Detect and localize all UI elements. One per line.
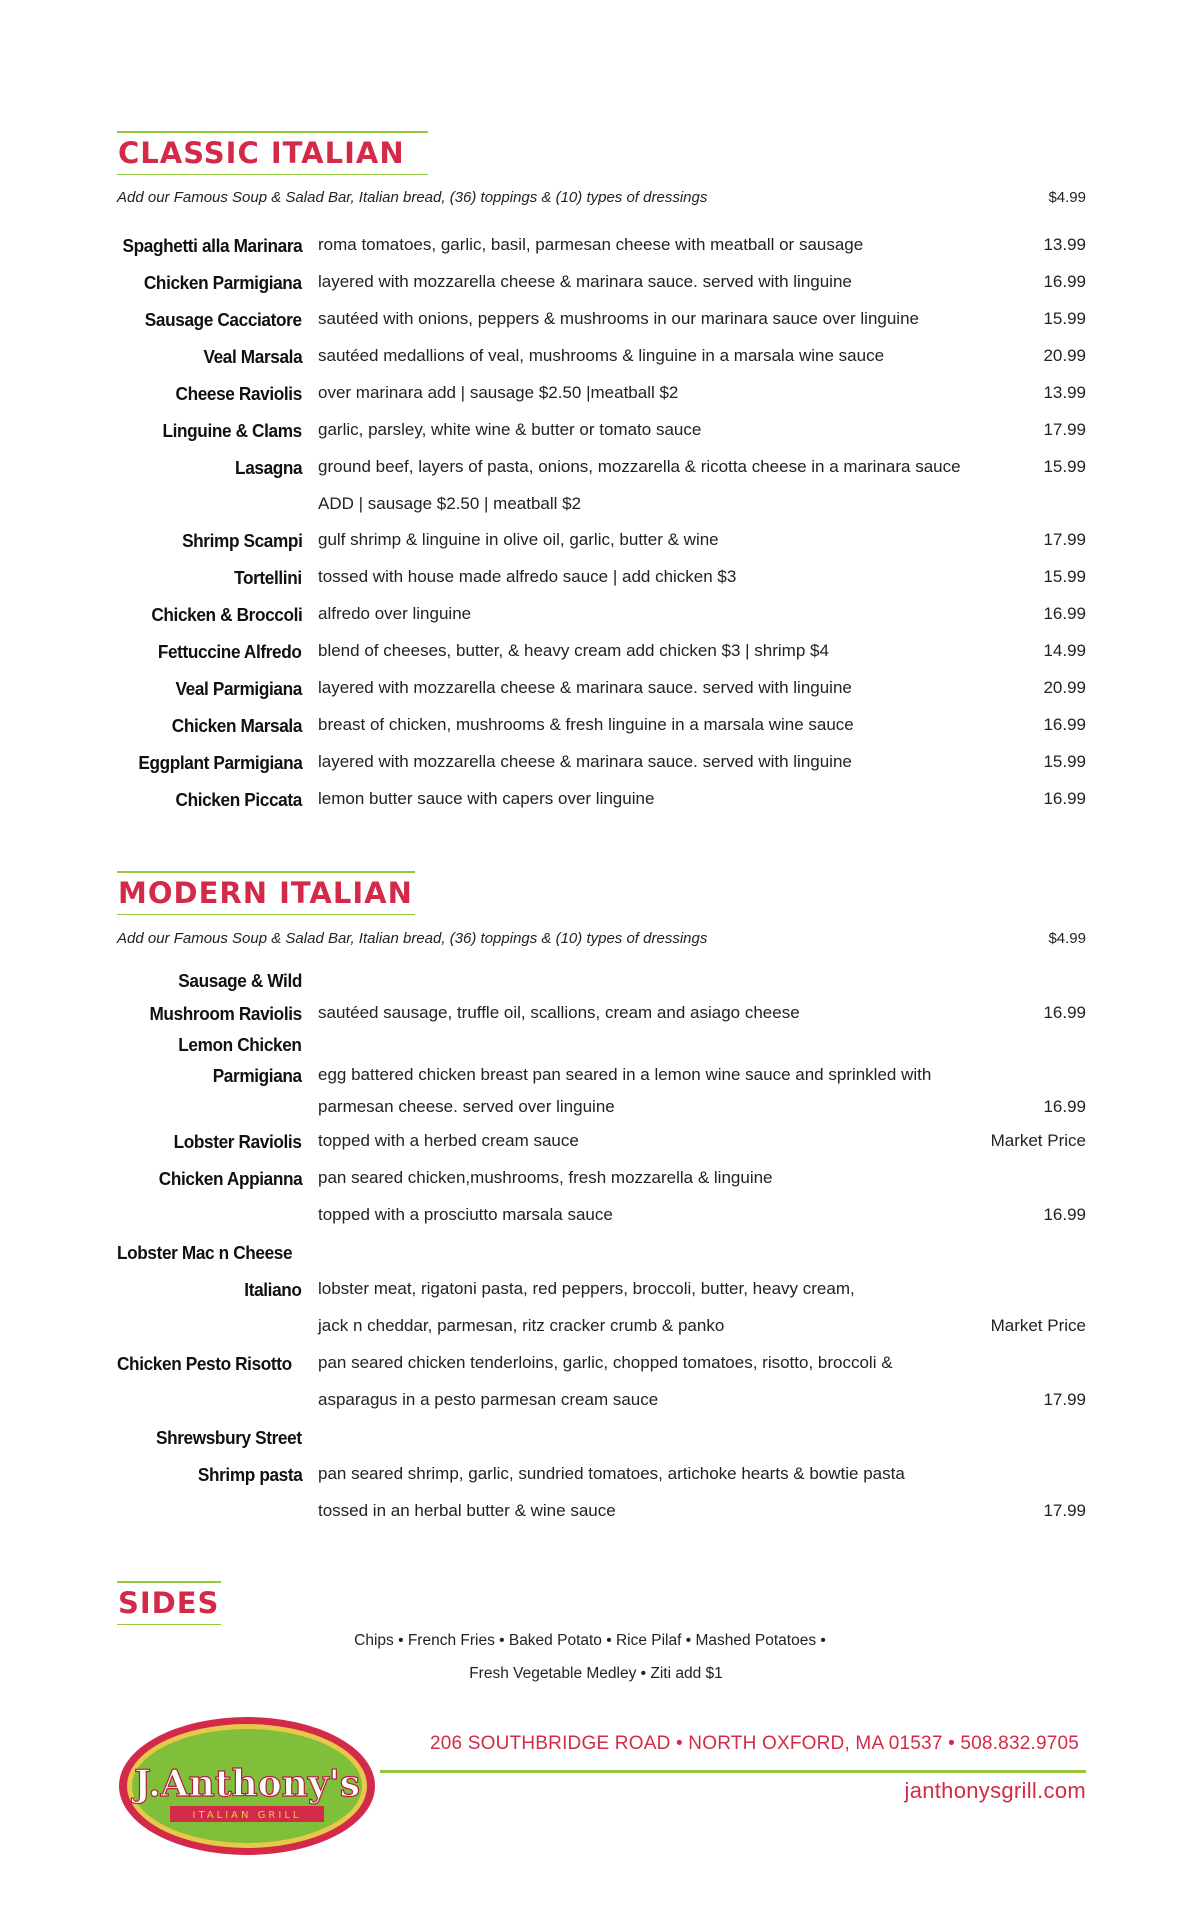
logo-tagline: ITALIAN GRILL [192, 1810, 302, 1821]
item-name: Mushroom Raviolis [149, 1003, 302, 1024]
item-description: pan seared shrimp, garlic, sundried tomatoes, artichoke hearts & bowtie pasta [318, 1464, 905, 1483]
item-name: Tortellini [234, 567, 302, 588]
item-description: alfredo over linguine [318, 604, 472, 623]
item-description: sautéed medallions of veal, mushrooms & linguine in a marsala wine sauce [318, 346, 885, 365]
menu-item [0, 235, 1192, 265]
item-name: Veal Parmigiana [175, 678, 302, 699]
item-price: 15.99 [1043, 752, 1086, 771]
menu-item [0, 678, 1192, 708]
sides-list-line-2: Fresh Vegetable Medley • Ziti add $1 [469, 1665, 723, 1682]
item-description: gulf shrimp & linguine in olive oil, garlic, butter & wine [318, 530, 719, 549]
item-name: Lobster Mac n Cheese [117, 1242, 293, 1263]
item-name: Chicken Parmigiana [144, 272, 302, 293]
item-description: breast of chicken, mushrooms & fresh linguine in a marsala wine sauce [318, 715, 854, 734]
item-name: Eggplant Parmigiana [137, 752, 302, 773]
item-price: Market Price [990, 1131, 1086, 1150]
classic-section-header [117, 131, 428, 175]
item-description: tossed in an herbal butter & wine sauce [318, 1501, 616, 1520]
item-name: Shrimp Scampi [181, 530, 302, 551]
classic-subtitle [117, 189, 1086, 206]
item-price: 16.99 [1043, 1003, 1086, 1022]
item-name: Lemon Chicken [178, 1034, 302, 1055]
sides-section-header [117, 1581, 221, 1625]
menu-item-continuation [0, 1390, 1192, 1420]
item-name: Linguine & Clams [162, 420, 302, 441]
menu-item [0, 272, 1192, 302]
item-description: tossed with house made alfredo sauce | add chicken $3 [318, 567, 737, 586]
sides-section-title: SIDES [118, 1586, 220, 1620]
logo-wordmark: J.Anthony's [133, 1763, 361, 1805]
item-description: parmesan cheese. served over linguine [318, 1097, 615, 1116]
item-name: Veal Marsala [203, 346, 302, 367]
item-price: 17.99 [1043, 1390, 1086, 1409]
item-price: 16.99 [1043, 715, 1086, 734]
item-name: Lobster Raviolis [174, 1131, 302, 1152]
item-name: Shrimp pasta [197, 1464, 302, 1485]
item-description: ADD | sausage $2.50 | meatball $2 [318, 494, 582, 513]
menu-item [0, 1065, 1192, 1095]
item-name: Parmigiana [212, 1065, 302, 1086]
menu-item [0, 1034, 1192, 1064]
modern-subtitle-price: $4.99 [1048, 930, 1086, 947]
footer-divider [380, 1770, 1086, 1773]
menu-item [0, 346, 1192, 376]
menu-item [0, 1242, 1192, 1272]
menu-item [0, 752, 1192, 782]
item-name: Lasagna [234, 457, 302, 478]
item-description: topped with a prosciutto marsala sauce [318, 1205, 613, 1224]
menu-item-continuation [0, 1097, 1192, 1127]
item-name: Chicken & Broccoli [150, 604, 302, 625]
item-description: asparagus in a pesto parmesan cream sauce [318, 1390, 659, 1409]
item-name: Shrewsbury Street [156, 1427, 302, 1448]
menu-item-continuation [0, 1316, 1192, 1346]
item-price: 14.99 [1043, 641, 1086, 660]
item-description: topped with a herbed cream sauce [318, 1131, 579, 1150]
menu-item [0, 457, 1192, 487]
item-name: Chicken Pesto Risotto [117, 1353, 292, 1374]
item-description: layered with mozzarella cheese & marinara sauce. served with linguine [318, 752, 852, 771]
item-description: lobster meat, rigatoni pasta, red peppers, broccoli, butter, heavy cream, [318, 1279, 855, 1298]
item-name: Chicken Piccata [175, 789, 302, 810]
item-description: layered with mozzarella cheese & marinara sauce. served with linguine [318, 272, 852, 291]
menu-item-continuation [0, 1205, 1192, 1235]
item-price: 15.99 [1043, 309, 1086, 328]
item-description: ground beef, layers of pasta, onions, mozzarella & ricotta cheese in a marinara sauce [318, 457, 961, 476]
menu-item-continuation [0, 494, 1192, 524]
menu-item-continuation [0, 1501, 1192, 1531]
item-price: 17.99 [1043, 420, 1086, 439]
classic-subtitle-text: Add our Famous Soup & Salad Bar, Italian bread, (36) toppings & (10) types of dressings [117, 189, 708, 206]
modern-subtitle-text: Add our Famous Soup & Salad Bar, Italian bread, (36) toppings & (10) types of dressings [117, 930, 708, 947]
item-price: 17.99 [1043, 530, 1086, 549]
item-name: Sausage Cacciatore [145, 309, 302, 330]
item-name: Sausage & Wild [178, 970, 302, 991]
menu-item [0, 530, 1192, 560]
item-price: Market Price [990, 1316, 1086, 1335]
item-description: jack n cheddar, parmesan, ritz cracker crumb & panko [318, 1316, 725, 1335]
item-price: 20.99 [1043, 346, 1086, 365]
item-name: Chicken Marsala [171, 715, 302, 736]
restaurant-address: 206 SOUTHBRIDGE ROAD • NORTH OXFORD, MA 01537 • 508.832.9705 [430, 1733, 1080, 1754]
item-name: Chicken Appianna [158, 1168, 302, 1189]
item-price: 16.99 [1043, 789, 1086, 808]
item-description: over marinara add | sausage $2.50 |meatball $2 [318, 383, 679, 402]
menu-item [0, 383, 1192, 413]
classic-section-title: CLASSIC ITALIAN [118, 136, 405, 170]
menu-item [0, 789, 1192, 819]
item-description: lemon butter sauce with capers over linguine [318, 789, 655, 808]
item-price: 16.99 [1043, 1205, 1086, 1224]
menu-item [0, 567, 1192, 597]
item-description: egg battered chicken breast pan seared in a lemon wine sauce and sprinkled with [318, 1065, 932, 1084]
item-price: 15.99 [1043, 457, 1086, 476]
menu-item [0, 970, 1192, 1000]
menu-item [0, 1353, 1192, 1383]
item-price: 15.99 [1043, 567, 1086, 586]
item-price: 16.99 [1043, 1097, 1086, 1116]
website-link[interactable]: janthonysgrill.com [904, 1778, 1086, 1803]
item-description: roma tomatoes, garlic, basil, parmesan cheese with meatball or sausage [318, 235, 864, 254]
menu-item [0, 641, 1192, 671]
item-name: Cheese Raviolis [175, 383, 302, 404]
item-description: blend of cheeses, butter, & heavy cream add chicken $3 | shrimp $4 [318, 641, 829, 660]
item-price: 16.99 [1043, 604, 1086, 623]
menu-item [0, 715, 1192, 745]
modern-section-header [117, 871, 415, 915]
restaurant-logo [118, 1716, 376, 1856]
menu-item [0, 1464, 1192, 1494]
item-price: 13.99 [1043, 235, 1086, 254]
item-name: Italiano [244, 1279, 302, 1300]
menu-item [0, 604, 1192, 634]
classic-subtitle-price: $4.99 [1048, 189, 1086, 206]
item-description: garlic, parsley, white wine & butter or tomato sauce [318, 420, 702, 439]
modern-subtitle [117, 930, 1086, 947]
menu-item [0, 309, 1192, 339]
item-price: 17.99 [1043, 1501, 1086, 1520]
item-description: pan seared chicken,mushrooms, fresh mozzarella & linguine [318, 1168, 773, 1187]
item-price: 20.99 [1043, 678, 1086, 697]
menu-item [0, 1279, 1192, 1309]
item-name: Spaghetti alla Marinara [122, 235, 302, 256]
modern-section-title: MODERN ITALIAN [118, 876, 413, 910]
item-name: Fettuccine Alfredo [158, 641, 302, 662]
menu-item [0, 1003, 1192, 1033]
menu-item [0, 1168, 1192, 1198]
item-price: 16.99 [1043, 272, 1086, 291]
menu-item [0, 1131, 1192, 1161]
menu-item [0, 420, 1192, 450]
sides-list-line-1: Chips • French Fries • Baked Potato • Rice Pilaf • Mashed Potatoes • [354, 1632, 826, 1649]
item-description: sautéed with onions, peppers & mushrooms in our marinara sauce over linguine [318, 309, 919, 328]
item-price: 13.99 [1043, 383, 1086, 402]
item-description: pan seared chicken tenderloins, garlic, chopped tomatoes, risotto, broccoli & [318, 1353, 893, 1372]
menu-item [0, 1427, 1192, 1457]
item-description: sautéed sausage, truffle oil, scallions, cream and asiago cheese [318, 1003, 800, 1022]
item-description: layered with mozzarella cheese & marinara sauce. served with linguine [318, 678, 852, 697]
